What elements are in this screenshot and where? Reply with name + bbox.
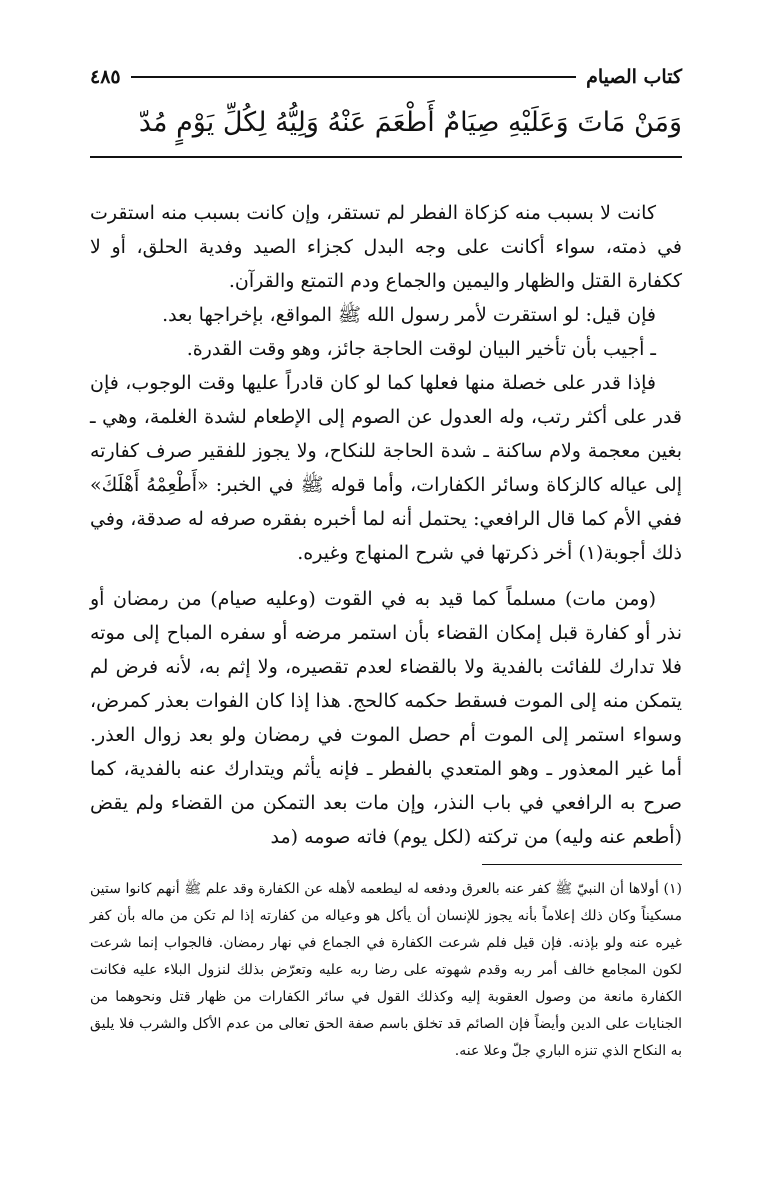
matn-text: وَمَنْ مَاتَ وَعَلَيْهِ صِيَامٌ أَطْعَمَ عَنْهُ وَلِيُّهُ لِكُلِّ يَوْمٍ مُدّ [138,107,682,138]
header-rule [131,76,576,78]
commentary-body [90,196,682,854]
paragraph-1: كانت لا بسبب منه كزكاة الفطر لم تستقر، وإن كانت بسبب منه استقرت في ذمته، سواء أكانت على وجه البدل كجزاء الصيد وفدية الحلق، أو لا ككفارة القتل والظهار واليمين والجماع ودم التمتع والقرآن. [90,202,682,292]
paragraph-2: فإن قيل: لو استقرت لأمر رسول الله ﷺ المواقع، بإخراجها بعد. [162,304,656,326]
footnote-1: (١) أولاها أن النبيّ ﷺ كفر عنه بالعرق ودفعه له ليطعمه لأهله عن الكفارة وقد علم ﷺ أنهم كانوا ستين مسكيناً وكان ذلك إعلاماً بأنه يجوز للإنسان أن يأكل هو وعياله من كفارته إذا لم تكن من ماله بأن كفر غيره عنه ولو بإذنه. فإن قيل فلم شرعت الكفارة في الجماع في نهار رمضان. فالجواب إنما شرعت لكون المجامع خالف أمر ربه وقدم شهوته على رضا ربه عليه وتعرّض بذلك لنزول البلاء عليه فكانت الكفارة مانعة من وصول العقوبة إليه وكذلك القول في سائر الكفارات من ظهار قتل ونحوهما من الجنايات على الدين وأيضاً فإن الصائم قد تخلق باسم صفة الحق تعالى من عدم الأكل والشرب فلا يليق به النكاح الذي تنزه الباري جلّ وعلا عنه. [90,881,682,1059]
footnote-divider [482,864,682,865]
footnotes [90,876,682,1065]
paragraph-3: ـ أجيب بأن تأخير البيان لوقت الحاجة جائز، وهو وقت القدرة. [186,338,656,360]
chapter-title: كتاب الصيام [586,66,682,88]
paragraph-4: فإذا قدر على خصلة منها فعلها كما لو كان قادراً عليها وقت الوجوب، فإن قدر على أكثر رتب، وله العدول عن الصوم إلى الإطعام لشدة الغلمة، وهي ـ بغين معجمة ولام ساكنة ـ شدة الحاجة للنكاح، ولا يجوز للفقير صرف كفارته إلى عياله كالزكاة وسائر الكفارات، وأما قوله ﷺ في الخبر: «أَطْعِمْهُ أَهْلَكَ» ففي الأم كما قال الرافعي: يحتمل أنه لما أخبره بفقره صرفه له صدقة، وفي ذلك أجوبة(١) أخر ذكرتها في شرح المنهاج وغيره. [90,372,682,564]
paragraph-5: (ومن مات) مسلماً كما قيد به في القوت (وعليه صيام) من رمضان أو نذر أو كفارة قبل إمكان القضاء بأن استمر مرضه أو سفره المباح إلى موته فلا تدارك للفائت بالفدية ولا بالقضاء لعدم تقصيره، ولا إثم به، لأنه فرض لم يتمكن منه إلى الموت فسقط حكمه كالحج. هذا إذا كان الفوات بعذر كمرض، وسواء استمر إلى الموت أم حصل الموت في رمضان ولو بعد زوال العذر. أما غير المعذور ـ وهو المتعدي بالفطر ـ فإنه يأثم ويتدارك عنه بالفدية، كما صرح به الرافعي في باب النذر، وإن مات بعد التمكن من القضاء ولم يقض (أطعم عنه وليه) من تركته (لكل يوم) فاته صومه (مد [90,588,682,848]
running-header [90,62,682,92]
page-number: ٤٨٥ [90,66,121,88]
matn-divider [90,156,682,158]
